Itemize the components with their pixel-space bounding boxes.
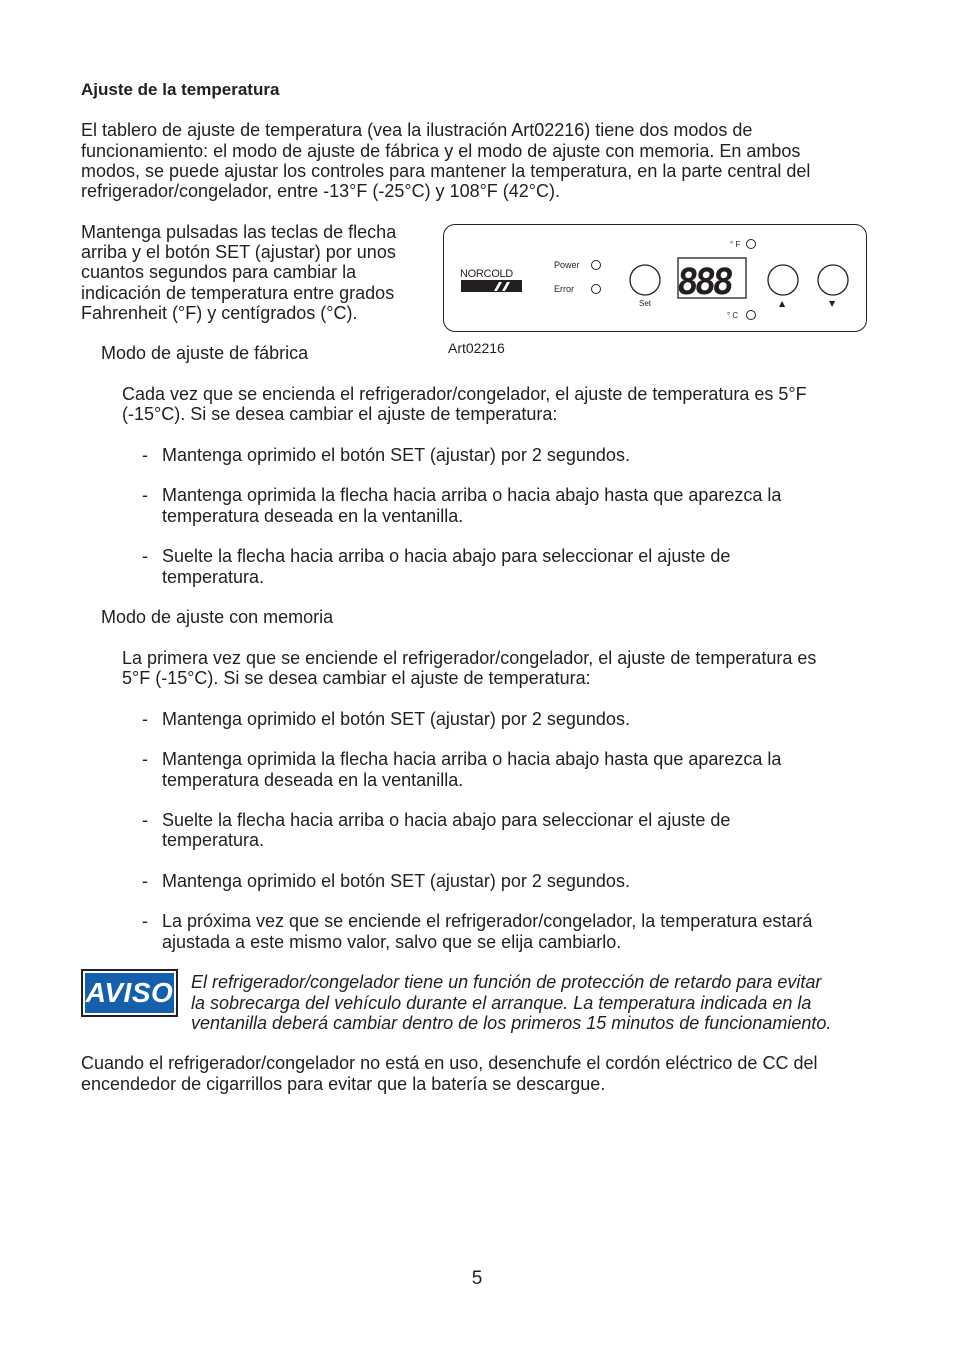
up-arrow-button[interactable] — [768, 265, 798, 295]
brand-logo-text: NORCOLD — [460, 268, 513, 280]
intro-line: modos, se puede ajustar los controles para mantener la temperatura, en la parte central del — [81, 161, 811, 181]
memory-step-line: Mantenga oprimido el botón SET (ajustar) por 2 segundos. — [162, 871, 630, 891]
aviso-text — [191, 972, 891, 1034]
display-digits: 888 — [674, 261, 733, 303]
control-panel-illustration — [443, 224, 867, 332]
celsius-label: ° C — [727, 311, 739, 320]
down-arrow-icon: ▼ — [829, 299, 836, 308]
memory-step-line: Mantenga oprimida la flecha hacia arriba o hacia abajo hasta que aparezca la — [162, 749, 782, 769]
memory-mode-title: Modo de ajuste con memoria — [101, 607, 334, 627]
memory-desc-line: La primera vez que se enciende el refrigerador/congelador, el ajuste de temperatura es — [122, 648, 817, 668]
error-led — [592, 285, 601, 294]
bullet-dash: - — [142, 871, 148, 891]
unit-note-line: arriba y el botón SET (ajustar) por unos — [81, 242, 396, 262]
bullet-dash: - — [142, 810, 148, 830]
factory-step-line: Mantenga oprimida la flecha hacia arriba o hacia abajo hasta que aparezca la — [162, 485, 782, 505]
memory-step-line: Suelte la flecha hacia arriba o hacia abajo para seleccionar el ajuste de — [162, 810, 731, 830]
bullet-dash: - — [142, 445, 148, 465]
factory-desc-line: (-15°C). Si se desea cambiar el ajuste de temperatura: — [122, 404, 558, 424]
bullet-dash: - — [142, 749, 148, 769]
memory-step-line: Mantenga oprimido el botón SET (ajustar) por 2 segundos. — [162, 709, 630, 729]
aviso-line: la sobrecarga del vehículo durante el arranque. La temperatura indicada en la — [191, 992, 812, 1013]
memory-step-line: La próxima vez que se enciende el refrigerador/congelador, la temperatura estará — [162, 911, 813, 931]
unit-note-line: Fahrenheit (°F) y centígrados (°C). — [81, 303, 358, 323]
power-led — [592, 261, 601, 270]
illustration-caption: Art02216 — [448, 340, 505, 356]
factory-step-line: temperatura. — [162, 567, 265, 587]
factory-step-line: Mantenga oprimido el botón SET (ajustar) por 2 segundos. — [162, 445, 630, 465]
intro-line: funcionamiento: el modo de ajuste de fábrica y el modo de ajuste con memoria. En ambos — [81, 141, 801, 161]
intro-line: refrigerador/congelador, entre -13°F (-25°C) y 108°F (42°C). — [81, 181, 560, 201]
unit-note-line: cuantos segundos para cambiar la — [81, 262, 357, 282]
set-button[interactable] — [630, 265, 660, 295]
factory-step-line: temperatura deseada en la ventanilla. — [162, 506, 464, 526]
brand-logo-bar — [461, 280, 522, 292]
fahrenheit-led — [747, 240, 756, 249]
fahrenheit-label: ° F — [730, 240, 741, 249]
factory-mode-title: Modo de ajuste de fábrica — [101, 343, 309, 363]
intro-line: El tablero de ajuste de temperatura (vea la ilustración Art02216) tiene dos modos de — [81, 120, 753, 140]
aviso-line: El refrigerador/congelador tiene un función de protección de retardo para evitar — [191, 972, 822, 992]
memory-step-line: temperatura. — [162, 830, 265, 850]
bullet-dash: - — [142, 485, 148, 505]
power-label: Power — [554, 260, 580, 270]
unit-note-line: indicación de temperatura entre grados — [81, 283, 395, 303]
unit-note-line: Mantenga pulsadas las teclas de flecha — [81, 222, 397, 242]
aviso-label: AVISO — [85, 973, 174, 1013]
section-heading: Ajuste de la temperatura — [81, 80, 280, 99]
up-arrow-icon: ▲ — [779, 299, 786, 308]
closing-line: encendedor de cigarrillos para evitar que la batería se descargue. — [81, 1074, 606, 1094]
factory-step-line: Suelte la flecha hacia arriba o hacia abajo para seleccionar el ajuste de — [162, 546, 731, 566]
bullet-dash: - — [142, 709, 148, 729]
down-arrow-button[interactable] — [818, 265, 848, 295]
memory-desc-line: 5°F (-15°C). Si se desea cambiar el ajuste de temperatura: — [122, 668, 591, 688]
bullet-dash: - — [142, 546, 148, 566]
bullet-dash: - — [142, 911, 148, 931]
closing-line: Cuando el refrigerador/congelador no está en uso, desenchufe el cordón eléctrico de CC del — [81, 1053, 818, 1073]
control-panel-drawing — [444, 225, 868, 333]
error-label: Error — [554, 284, 574, 294]
celsius-led — [747, 311, 756, 320]
memory-step-line: ajustada a este mismo valor, salvo que se elija cambiarlo. — [162, 932, 622, 952]
aviso-line: ventanilla deberá cambiar dentro de los primeros 15 minutos de funcionamiento. — [191, 1013, 832, 1033]
page-number: 5 — [471, 1268, 483, 1289]
set-label: Set — [639, 299, 652, 308]
memory-step-line: temperatura deseada en la ventanilla. — [162, 770, 464, 790]
aviso-badge — [81, 969, 178, 1017]
factory-desc-line: Cada vez que se encienda el refrigerador/congelador, el ajuste de temperatura es 5°F — [122, 384, 807, 404]
